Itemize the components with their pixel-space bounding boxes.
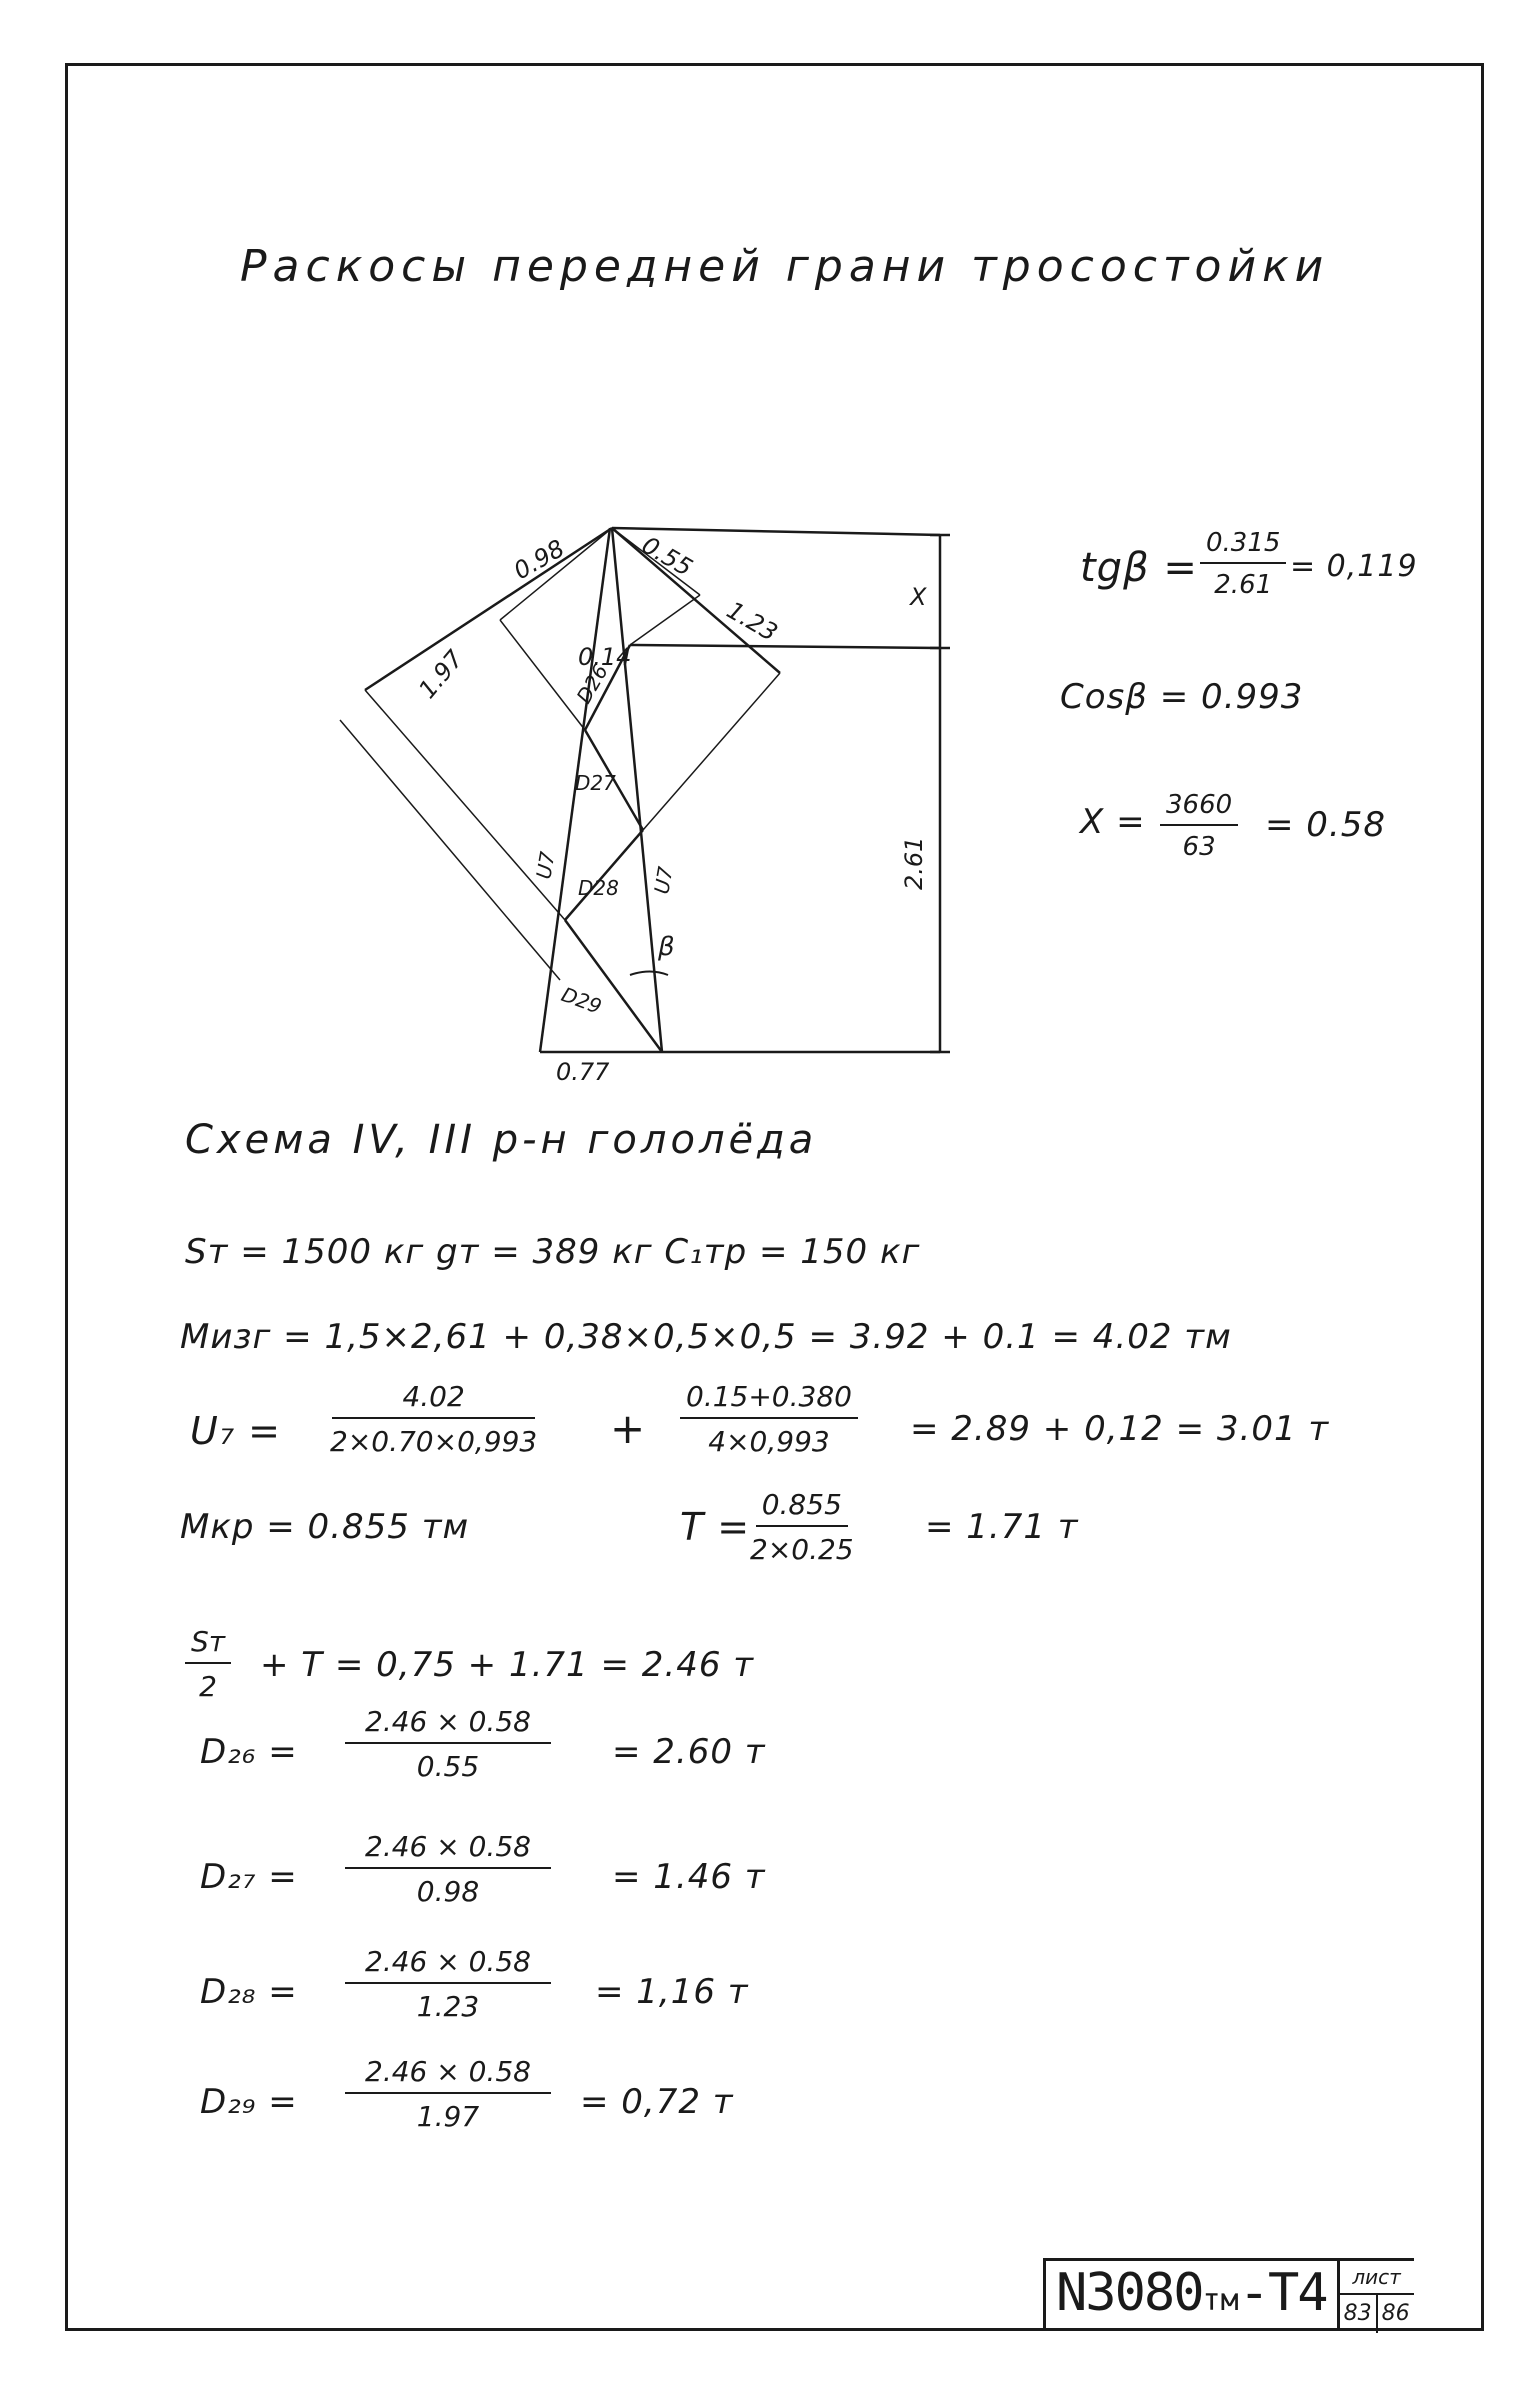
d29-result: = 0,72 т (580, 2082, 734, 2122)
sheet-numbers (1340, 2295, 1414, 2333)
u7-f2-num: 0.15+0.380 (680, 1380, 858, 1419)
u7-fraction-2 (680, 1380, 858, 1458)
u7-lhs: U₇ = (190, 1409, 281, 1453)
dim-197: 1.97 (413, 644, 469, 704)
d26-lhs: D₂₆ = (200, 1732, 298, 1772)
code-sub: тм (1202, 2283, 1239, 2318)
moment-line: Mизг = 1,5×2,61 + 0,38×0,5×0,5 = 3.92 + 0.1 = 4.02 тм (180, 1317, 1232, 1357)
label-beta: β (658, 932, 675, 962)
d28-den: 1.23 (416, 1990, 480, 2023)
label-d28: D28 (578, 876, 619, 900)
d26-fraction (345, 1705, 551, 1783)
u7-f2-den: 4×0,993 (708, 1425, 830, 1458)
label-u7-left: U7 (531, 849, 560, 881)
st-fraction (185, 1625, 231, 1703)
dim-077: 0.77 (556, 1058, 610, 1086)
tg-lhs: tgβ = (1080, 545, 1198, 591)
u7-plus: + (610, 1404, 647, 1453)
t-lhs: T = (680, 1505, 751, 1549)
t-num: 0.855 (756, 1488, 848, 1527)
label-d29: D29 (558, 982, 605, 1019)
label-d26: D26 (571, 660, 613, 708)
st-result: + T = 0,75 + 1.71 = 2.46 т (260, 1645, 755, 1685)
code-main: N3080 (1056, 2263, 1203, 2323)
st-den: 2 (199, 1670, 217, 1703)
tg-den: 2.61 (1214, 570, 1273, 600)
d27-lhs: D₂₇ = (200, 1857, 298, 1897)
dim-261: 2.61 (900, 836, 928, 890)
d27-num: 2.46 × 0.58 (345, 1830, 551, 1869)
t-fraction (750, 1488, 854, 1566)
t-result: = 1.71 т (925, 1507, 1079, 1547)
label-d27: D27 (575, 771, 616, 795)
sheet-label: лист (1340, 2261, 1414, 2295)
sheet-no: 83 (1343, 2301, 1372, 2326)
dim-055: 0.55 (637, 530, 698, 582)
x-num: 3660 (1160, 790, 1238, 826)
title-block-stamp (1043, 2258, 1414, 2331)
drawing-code (1046, 2261, 1337, 2331)
d28-fraction (345, 1945, 551, 2023)
diagonal-d28 (565, 830, 643, 920)
d29-num: 2.46 × 0.58 (345, 2055, 551, 2094)
cos-beta: Cosβ = 0.993 (1060, 677, 1304, 717)
d28-result: = 1,16 т (595, 1972, 749, 2012)
d26-num: 2.46 × 0.58 (345, 1705, 551, 1744)
tg-result: = 0,119 (1290, 549, 1418, 584)
d28-lhs: D₂₈ = (200, 1972, 298, 2012)
x-result: = 0.58 (1265, 805, 1386, 845)
d29-lhs: D₂₉ = (200, 2082, 298, 2122)
u7-fraction-1 (330, 1380, 537, 1458)
dim-x: X (910, 583, 927, 611)
tg-num: 0.315 (1200, 528, 1286, 564)
x-fraction (1160, 790, 1238, 862)
d29-den: 1.97 (416, 2100, 480, 2133)
d27-den: 0.98 (416, 1875, 480, 1908)
x-lhs: X = (1080, 802, 1146, 842)
d27-fraction (345, 1830, 551, 1908)
u7-f1-den: 2×0.70×0,993 (330, 1425, 538, 1458)
sheet-total: 86 (1376, 2295, 1414, 2333)
mkr-line: Mкр = 0.855 тм (180, 1507, 470, 1547)
d27-result: = 1.46 т (612, 1857, 766, 1897)
t-den: 2×0.25 (750, 1533, 854, 1566)
u7-result: = 2.89 + 0,12 = 3.01 т (910, 1409, 1330, 1449)
scheme-heading: Схема IV, III р-н гололёда (185, 1117, 818, 1163)
d28-num: 2.46 × 0.58 (345, 1945, 551, 1984)
x-den: 63 (1182, 832, 1216, 862)
tg-fraction (1200, 528, 1286, 600)
sheet-box (1337, 2261, 1414, 2331)
dim-098: 0.98 (509, 534, 570, 586)
st-num: Sт (185, 1625, 231, 1664)
loads-line: Sт = 1500 кг gт = 389 кг C₁тр = 150 кг (185, 1232, 921, 1272)
dim-123: 1.23 (722, 595, 783, 647)
d26-den: 0.55 (416, 1750, 480, 1783)
u7-f1-num: 4.02 (332, 1380, 534, 1419)
label-u7-right: U7 (649, 864, 678, 896)
code-suffix: -Т4 (1238, 2263, 1327, 2323)
d29-fraction (345, 2055, 551, 2133)
d26-result: = 2.60 т (612, 1732, 766, 1772)
dim-014: 0.14 (578, 643, 632, 671)
page-title: Раскосы передней грани тросостойки (240, 241, 1330, 292)
